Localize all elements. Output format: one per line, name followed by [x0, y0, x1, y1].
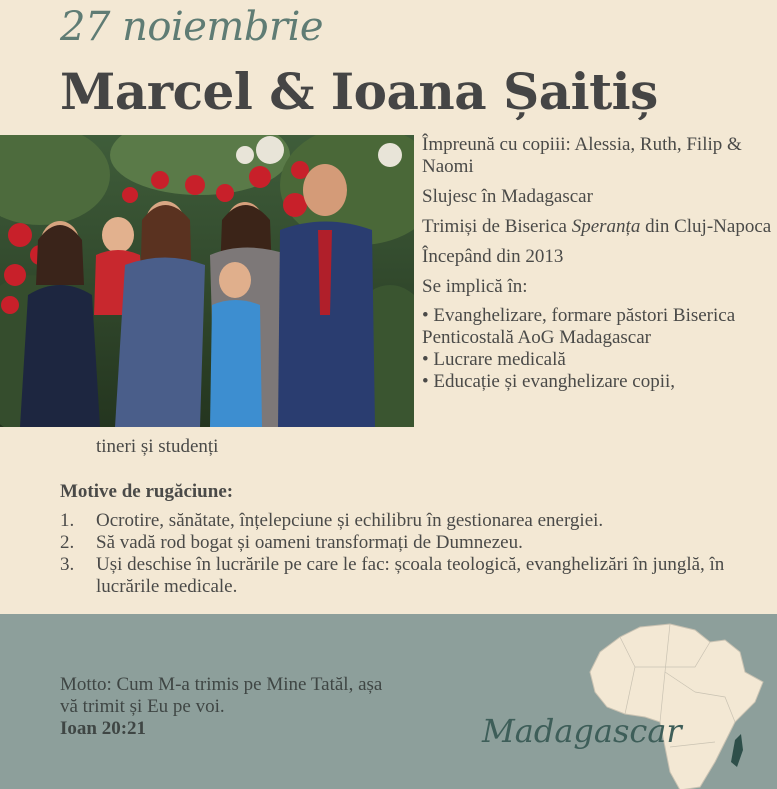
involved-list [422, 305, 772, 393]
involved-title: Se implică în: [422, 276, 528, 297]
africa-map-icon [585, 622, 775, 789]
list-item: 1. Ocrotire, sănătate, înțelepciune și echilibru în gestionarea energiei. [60, 510, 604, 531]
serve-line: Slujesc în Madagascar [422, 186, 593, 207]
bible-reference: Ioan 20:21 [60, 718, 147, 739]
country-label: Madagascar [482, 712, 682, 750]
motto: Motto: Cum M-a trimis pe Mine Tatăl, așa vă trimit și Eu pe voi. Ioan 20:21 [60, 674, 383, 739]
children-line: Împreună cu copiii: Alessia, Ruth, Filip & Naomi [422, 134, 742, 177]
prayer-title: Motive de rugăciune: [60, 481, 234, 502]
missionary-name: Marcel & Ioana Șaitiș [60, 62, 658, 121]
list-item: • Educație și evanghelizare copii, [422, 371, 676, 392]
list-item: • Evanghelizare, formare păstori Biserica Penticostală AoG Madagascar [422, 305, 736, 348]
involved-tail: tineri și studenți [96, 436, 219, 457]
list-item: • Lucrare medicală [422, 349, 566, 370]
family-photo [0, 135, 414, 427]
since-line: Începând din 2013 [422, 246, 564, 267]
footer-band [0, 614, 777, 789]
list-item: 3. Uși deschise în lucrările pe care le fac: școala teologică, evanghelizări în junglă, în lucrările medicale. [60, 554, 725, 597]
church-name: Speranța [571, 216, 641, 237]
list-item: 2. Să vadă rod bogat și oameni transformați de Dumnezeu. [60, 532, 523, 553]
sent-line: Trimiși de Biserica Speranța din Cluj-Napoca [422, 216, 772, 237]
prayer-list [60, 510, 760, 598]
date-heading: 27 noiembrie [60, 4, 324, 50]
missionary-info [422, 134, 772, 393]
